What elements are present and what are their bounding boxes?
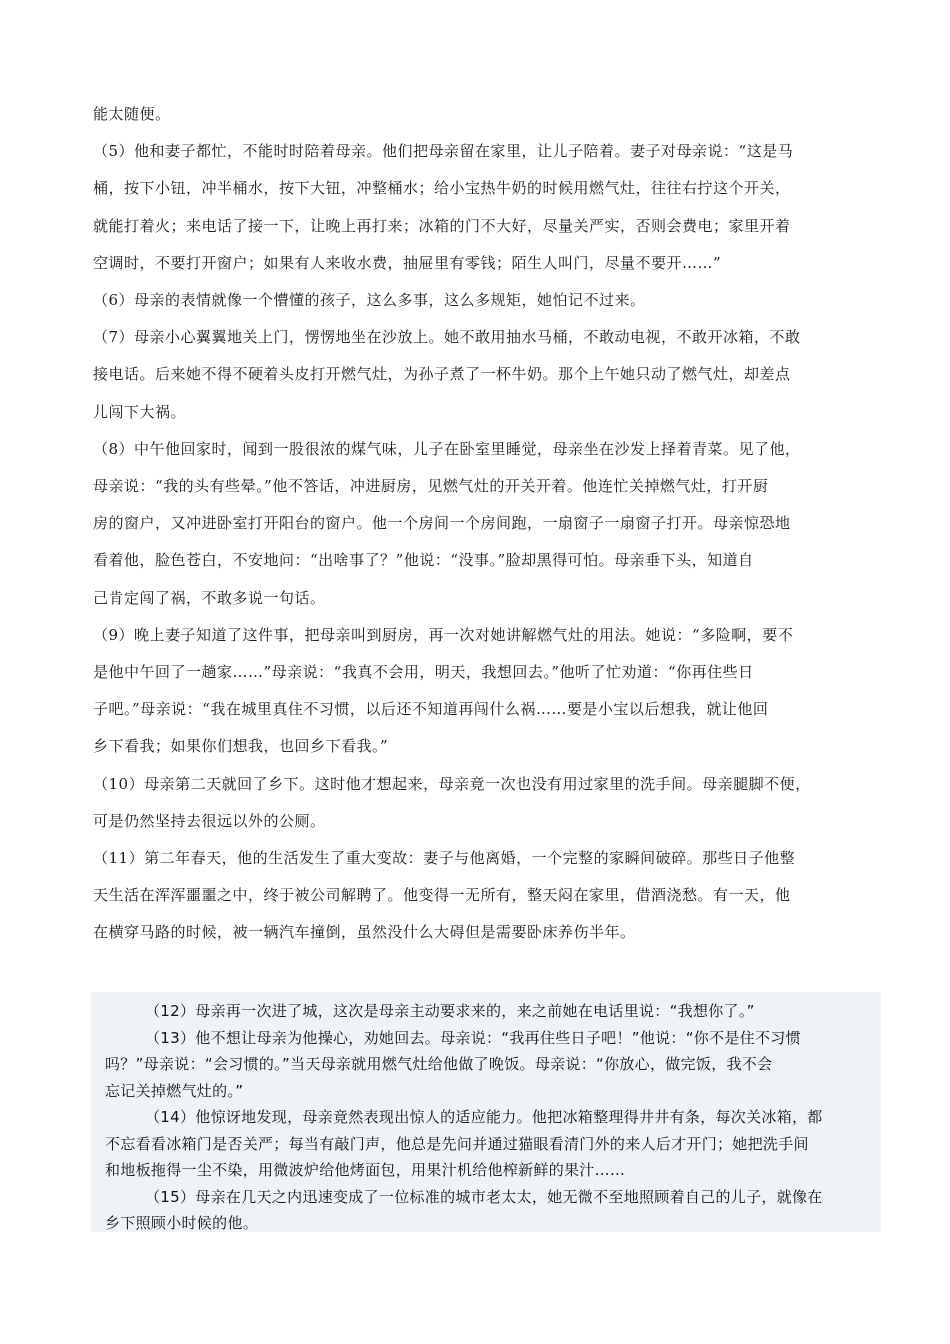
- paragraph-12: （12）母亲再一次进了城，这次是母亲主动要求来的，来之前她在电话里说：“我想你了。”: [145, 1002, 755, 1020]
- paragraph-4-end: 能太随便。: [93, 105, 171, 123]
- main-text-block: [93, 96, 863, 952]
- paragraph-8: （8）中午他回家时，闻到一股很浓的煤气味，儿子在卧室里睡觉，母亲坐在沙发上择着青菜。见了他， 母亲说：“我的头有些晕。”他不答话，冲进厨房，见燃气灶的开关开着。他连忙关掉燃气灶，打开厨 房的窗户，又冲进卧室打开阳台的窗户。他一个房间一个房间跑，一扇窗子一扇窗子打开。母亲惊恐地 看着他，脸色苍白，不安地问：“出啥事了？”他说：“没事。”脸却黑得可怕。母亲垂下头，知道自 己肯定闯了祸，不敢多说一句话。: [93, 439, 801, 607]
- paragraph-13: （13）他不想让母亲为他操心，劝她回去。母亲说：“我再住些日子吧！”他说：“你不是住不习惯 吗？”母亲说：“会习惯的。”当天母亲就用燃气灶给他做了晚饭。母亲说：“你放心，做完饭，我不会 忘记关掉燃气灶的。”: [105, 1028, 801, 1100]
- paragraph-14: （14）他惊讶地发现，母亲竟然表现出惊人的适应能力。他把冰箱整理得井井有条，每次关冰箱，都 不忘看看冰箱门是否关严；每当有敲门声，他总是先问并通过猫眼看清门外的来人后才开门；她把洗手间 和地板拖得一尘不染，用微波炉给他烤面包，用果汁机给他榨新鲜的果汁……: [105, 1108, 823, 1179]
- highlighted-passage-box: [91, 992, 881, 1232]
- paragraph-10: （10）母亲第二天就回了乡下。这时他才想起来，母亲竟一次也没有用过家里的洗手间。母亲腿脚不便， 可是仍然坚持去很远以外的公厕。: [93, 774, 811, 830]
- paragraph-5: （5）他和妻子都忙，不能时时陪着母亲。他们把母亲留在家里，让儿子陪着。妻子对母亲说：“这是马 桶，按下小钮，冲半桶水，按下大钮，冲整桶水；给小宝热牛奶的时候用燃气灶，往往右拧这个开关， 就能打着火；来电话了接一下，让晚上再打来；冰箱的门不大好，尽量关严实，否则会费电；家里开着 空调时，不要打开窗户；如果有人来收水费，抽屉里有零钱；陌生人叫门，尽量不要开……”: [93, 142, 794, 272]
- paragraph-7: （7）母亲小心翼翼地关上门，愣愣地坐在沙放上。她不敢用抽水马桶，不敢动电视，不敢开冰箱，不敢 接电话。后来她不得不硬着头皮打开燃气灶，为孙子煮了一杯牛奶。那个上午她只动了燃气灶，却差点 儿闯下大祸。: [93, 328, 801, 421]
- paragraph-11: （11）第二年春天，他的生活发生了重大变故：妻子与他离婚，一个完整的家瞬间破碎。那些日子他整 天生活在浑浑噩噩之中，终于被公司解聘了。他变得一无所有，整天闷在家里，借酒浇愁。有一天，他 在横穿马路的时候，被一辆汽车撞倒，虽然没什么大碍但是需要卧床养伤半年。: [93, 849, 796, 942]
- paragraph-15: （15）母亲在几天之内迅速变成了一位标准的城市老太太，她无微不至地照顾着自己的儿子，就像在 乡下照顾小时候的他。: [105, 1187, 823, 1232]
- paragraph-9: （9）晚上妻子知道了这件事，把母亲叫到厨房，再一次对她讲解燃气灶的用法。她说：“多险啊，要不 是他中午回了一趟家……”母亲说：“我真不会用，明天，我想回去。”他听了忙劝道：“你再住些日 子吧。”母亲说：“我在城里真住不习惯，以后还不知道再闯什么祸……要是小宝以后想我，就让他回 乡下看我；如果你们想我，也回乡下看我。”: [93, 625, 794, 756]
- paragraph-6: （6）母亲的表情就像一个懵懂的孩子，这么多事，这么多规矩，她怕记不过来。: [93, 291, 646, 310]
- highlighted-passage-text: [105, 998, 880, 1237]
